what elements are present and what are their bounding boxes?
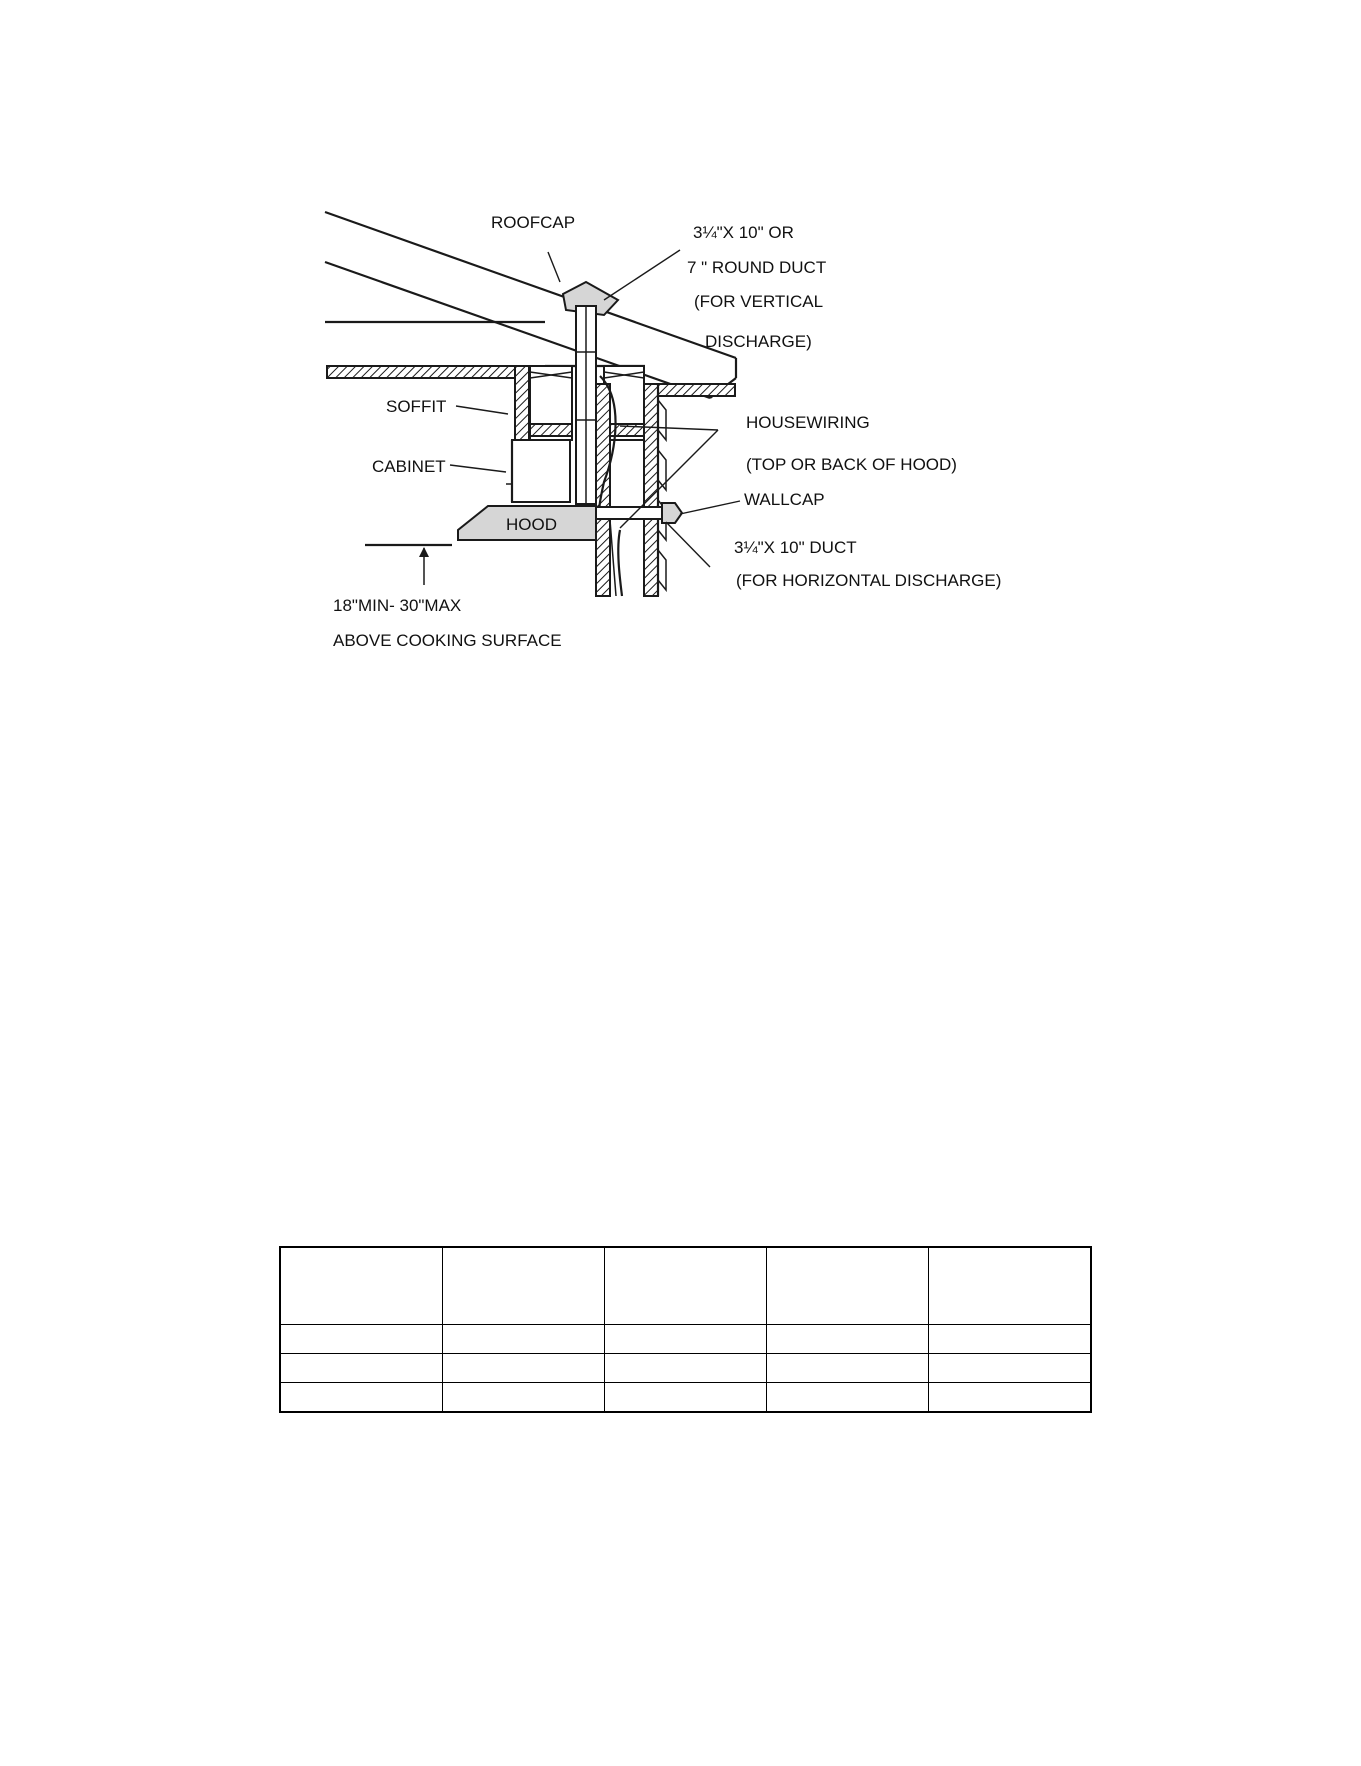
table-cell [443, 1354, 605, 1383]
table-cell [280, 1383, 443, 1413]
height-label-2: ABOVE COOKING SURFACE [333, 631, 562, 650]
vertical-duct-label-2: 7 " ROUND DUCT [687, 258, 827, 277]
table-cell [605, 1383, 767, 1413]
cabinet-label: CABINET [372, 457, 446, 476]
table-cell [929, 1354, 1092, 1383]
cabinet [506, 440, 570, 502]
range-hood [458, 506, 596, 540]
table-cell [767, 1247, 929, 1325]
table-cell [767, 1354, 929, 1383]
table-cell [280, 1247, 443, 1325]
table-cell [929, 1383, 1092, 1413]
table-cell [929, 1247, 1092, 1325]
horizontal-duct-label-1: 3¼"X 10" DUCT [734, 538, 857, 557]
table-cell [605, 1247, 767, 1325]
vertical-duct-label-4: DISCHARGE) [705, 332, 812, 351]
horizontal-duct-label-2: (FOR HORIZONTAL DISCHARGE) [736, 571, 1002, 590]
table-cell [605, 1354, 767, 1383]
table-row [280, 1383, 1091, 1413]
soffit-label: SOFFIT [386, 397, 447, 416]
roofcap-label: ROOFCAP [491, 213, 576, 232]
diagram-labels [333, 213, 1001, 650]
table-cell [443, 1383, 605, 1413]
specification-table [279, 1246, 1092, 1413]
table-row [280, 1325, 1091, 1354]
table-cell [605, 1325, 767, 1354]
table-cell [767, 1325, 929, 1354]
height-label-1: 18"MIN- 30"MAX [333, 596, 462, 615]
height-dimension [365, 545, 452, 585]
housewiring-label-2: (TOP OR BACK OF HOOD) [746, 455, 957, 474]
horizontal-duct [596, 503, 682, 523]
vertical-duct [576, 306, 596, 504]
vertical-duct-label-3: (FOR VERTICAL [694, 292, 824, 311]
table-cell [929, 1325, 1092, 1354]
table-cell [280, 1325, 443, 1354]
table-cell [767, 1383, 929, 1413]
wallcap-label: WALLCAP [744, 490, 825, 509]
vertical-duct-label-1: 3¼"X 10" OR [693, 223, 794, 242]
table-header-row [280, 1247, 1091, 1325]
table-row [280, 1354, 1091, 1383]
hood-label: HOOD [506, 515, 557, 534]
table-cell [280, 1354, 443, 1383]
housewiring-label-1: HOUSEWIRING [746, 413, 870, 432]
table-cell [443, 1325, 605, 1354]
table-cell [443, 1247, 605, 1325]
